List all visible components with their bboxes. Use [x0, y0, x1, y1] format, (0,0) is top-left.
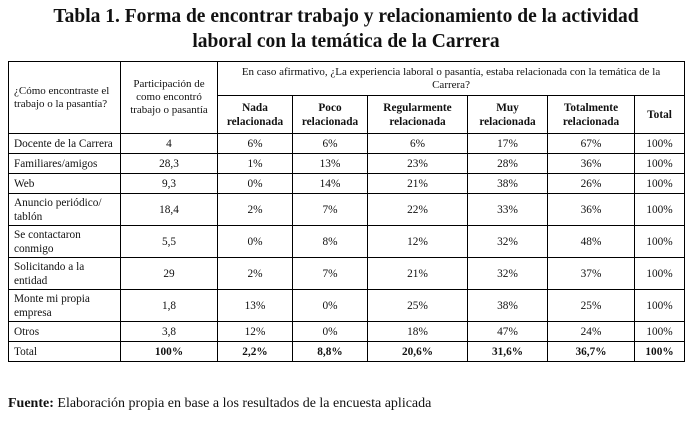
row-label: Total — [9, 342, 121, 362]
table-title — [0, 4, 692, 54]
table-row — [9, 258, 685, 290]
row-value: 36,7% — [548, 342, 635, 362]
table-row — [9, 322, 685, 342]
row-value: 6% — [368, 134, 468, 154]
row-value: 22% — [368, 194, 468, 226]
row-value: 38% — [468, 290, 548, 322]
row-value: 28% — [468, 154, 548, 174]
row-value: 6% — [218, 134, 293, 154]
row-value: 100% — [635, 226, 685, 258]
row-label: Docente de la Carrera — [9, 134, 121, 154]
source-note — [8, 396, 431, 412]
header-totalmente: Totalmente relacionada — [548, 96, 635, 134]
row-participation: 100% — [121, 342, 218, 362]
source-label: Fuente: — [8, 396, 54, 411]
row-value: 32% — [468, 258, 548, 290]
row-value: 100% — [635, 290, 685, 322]
row-value: 48% — [548, 226, 635, 258]
table-row — [9, 154, 685, 174]
row-participation: 4 — [121, 134, 218, 154]
table-row — [9, 226, 685, 258]
row-label: Web — [9, 174, 121, 194]
row-value: 21% — [368, 174, 468, 194]
row-value: 100% — [635, 322, 685, 342]
row-value: 0% — [293, 322, 368, 342]
row-value: 33% — [468, 194, 548, 226]
row-participation: 9,3 — [121, 174, 218, 194]
row-value: 100% — [635, 194, 685, 226]
row-participation: 1,8 — [121, 290, 218, 322]
table-row — [9, 134, 685, 154]
row-value: 36% — [548, 194, 635, 226]
row-value: 7% — [293, 258, 368, 290]
header-muy: Muy relacionada — [468, 96, 548, 134]
row-label: Familiares/amigos — [9, 154, 121, 174]
row-value: 8% — [293, 226, 368, 258]
row-value: 24% — [548, 322, 635, 342]
row-value: 2% — [218, 258, 293, 290]
row-value: 0% — [293, 290, 368, 322]
table-row — [9, 174, 685, 194]
total-row — [9, 342, 685, 362]
row-value: 13% — [293, 154, 368, 174]
row-value: 21% — [368, 258, 468, 290]
row-value: 14% — [293, 174, 368, 194]
row-label: Monte mi propia empresa — [9, 290, 121, 322]
row-value: 32% — [468, 226, 548, 258]
title-line-1: Tabla 1. Forma de encontrar trabajo y relacionamiento de la actividad — [53, 6, 639, 27]
row-value: 100% — [635, 342, 685, 362]
row-participation: 5,5 — [121, 226, 218, 258]
header-how-found: ¿Cómo encontraste el trabajo o la pasantía? — [9, 62, 121, 134]
header-row-1 — [9, 62, 685, 96]
row-value: 25% — [368, 290, 468, 322]
row-value: 67% — [548, 134, 635, 154]
row-value: 17% — [468, 134, 548, 154]
row-value: 8,8% — [293, 342, 368, 362]
header-nada: Nada relacionada — [218, 96, 293, 134]
row-value: 23% — [368, 154, 468, 174]
row-value: 25% — [548, 290, 635, 322]
row-value: 36% — [548, 154, 635, 174]
header-total: Total — [635, 96, 685, 134]
row-value: 47% — [468, 322, 548, 342]
row-participation: 28,3 — [121, 154, 218, 174]
row-label: Anuncio periódico/ tablón — [9, 194, 121, 226]
data-table — [8, 61, 685, 362]
row-value: 100% — [635, 134, 685, 154]
header-group: En caso afirmativo, ¿La experiencia laboral o pasantía, estaba relacionada con la temática de la Carrera? — [218, 62, 685, 96]
row-participation: 3,8 — [121, 322, 218, 342]
row-value: 100% — [635, 258, 685, 290]
row-label: Otros — [9, 322, 121, 342]
row-value: 18% — [368, 322, 468, 342]
row-participation: 18,4 — [121, 194, 218, 226]
row-value: 1% — [218, 154, 293, 174]
header-poco: Poco relacionada — [293, 96, 368, 134]
table-row — [9, 290, 685, 322]
row-value: 2% — [218, 194, 293, 226]
row-value: 0% — [218, 226, 293, 258]
title-line-2: laboral con la temática de la Carrera — [192, 31, 500, 52]
row-value: 12% — [218, 322, 293, 342]
row-value: 37% — [548, 258, 635, 290]
row-value: 13% — [218, 290, 293, 322]
header-regularmente: Regularmente relacionada — [368, 96, 468, 134]
row-value: 31,6% — [468, 342, 548, 362]
row-label: Se contactaron conmigo — [9, 226, 121, 258]
row-value: 20,6% — [368, 342, 468, 362]
row-value: 2,2% — [218, 342, 293, 362]
table-row — [9, 194, 685, 226]
row-value: 26% — [548, 174, 635, 194]
source-text: Elaboración propia en base a los resultados de la encuesta aplicada — [57, 396, 432, 411]
row-value: 7% — [293, 194, 368, 226]
row-value: 6% — [293, 134, 368, 154]
row-value: 38% — [468, 174, 548, 194]
row-value: 12% — [368, 226, 468, 258]
row-value: 0% — [218, 174, 293, 194]
row-label: Solicitando a la entidad — [9, 258, 121, 290]
row-participation: 29 — [121, 258, 218, 290]
header-participation: Participación de como encontró trabajo o pasantía — [121, 62, 218, 134]
row-value: 100% — [635, 174, 685, 194]
row-value: 100% — [635, 154, 685, 174]
